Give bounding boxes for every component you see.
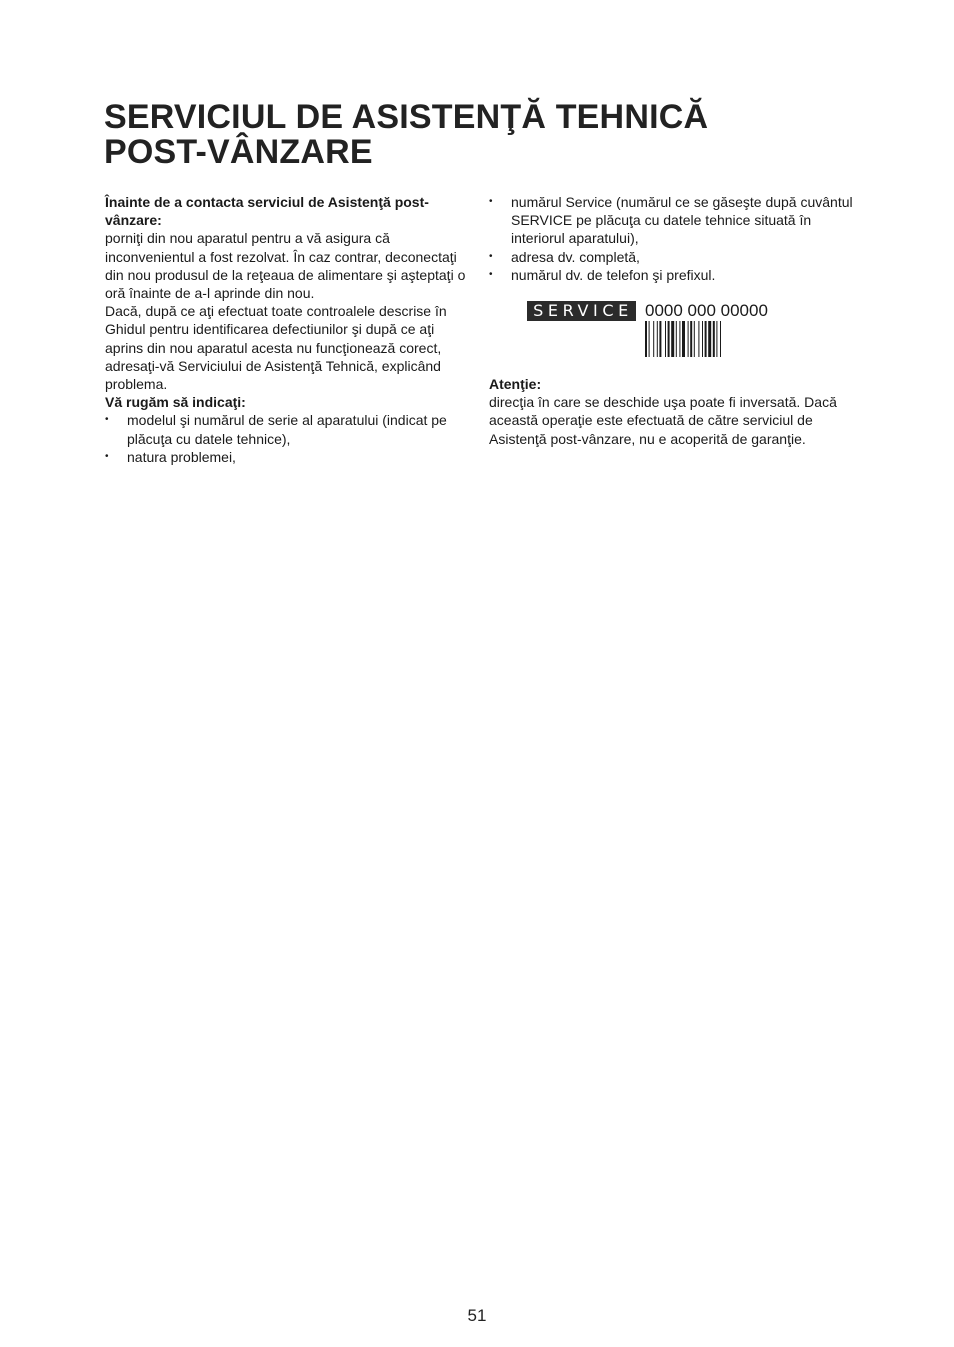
contact-instructions: Dacă, după ce aţi efectuat toate controalele descrise în Ghidul pentru identificarea defectiunilor şi după ce aţi aprins din nou aparatul acesta nu funcţionează corect, adresaţi-vă Serviciului de Asistenţă Tehnică, explicând problema. [105, 303, 447, 393]
page-title-line-2: POST-VÂNZARE [104, 133, 373, 171]
left-column [105, 193, 469, 466]
list-item: • adresa dv. completă, [489, 248, 861, 266]
attention-heading: Atenţie: [489, 376, 542, 392]
right-column [489, 193, 861, 284]
please-indicate-heading: Vă rugăm să indicaţi: [105, 394, 246, 411]
info-list-left [105, 411, 469, 466]
attention-text: direcţia în care se deschide uşa poate fi inversată. Dacă această operaţie este efectuată de către serviciul de Asistenţă post-vânzare, nu e acoperită de garanţie. [489, 394, 837, 447]
list-item: • modelul şi numărul de serie al aparatului (indicat pe plăcuţa cu datele tehnice), [105, 411, 469, 447]
barcode-icon [645, 321, 779, 357]
list-item: • natura problemei, [105, 448, 469, 466]
page-title [104, 100, 864, 170]
list-item: • numărul dv. de telefon şi prefixul. [489, 266, 861, 284]
info-list-right [489, 193, 861, 284]
page-number: 51 [467, 1306, 487, 1325]
before-contact-heading: Înainte de a contacta serviciul de Asistenţă post-vânzare: [105, 194, 429, 229]
restart-instructions: porniţi din nou aparatul pentru a vă asigura că inconvenientul a fost rezolvat. În caz contrar, deconectaţi din nou produsul de la reţeaua de alimentare şi aşteptaţi o oră înainte de a-l aprinde din nou. [105, 230, 466, 302]
attention-note [489, 375, 861, 448]
service-label: SERVICE [527, 301, 636, 321]
list-item: • numărul Service (numărul ce se găseşte după cuvântul SERVICE pe plăcuţa cu datele tehnice situată în interiorul aparatului), [489, 193, 861, 248]
service-number: 0000 000 00000 [645, 301, 768, 320]
page-title-line-1: SERVICIUL DE ASISTENŢĂ TEHNICĂ [104, 98, 709, 136]
